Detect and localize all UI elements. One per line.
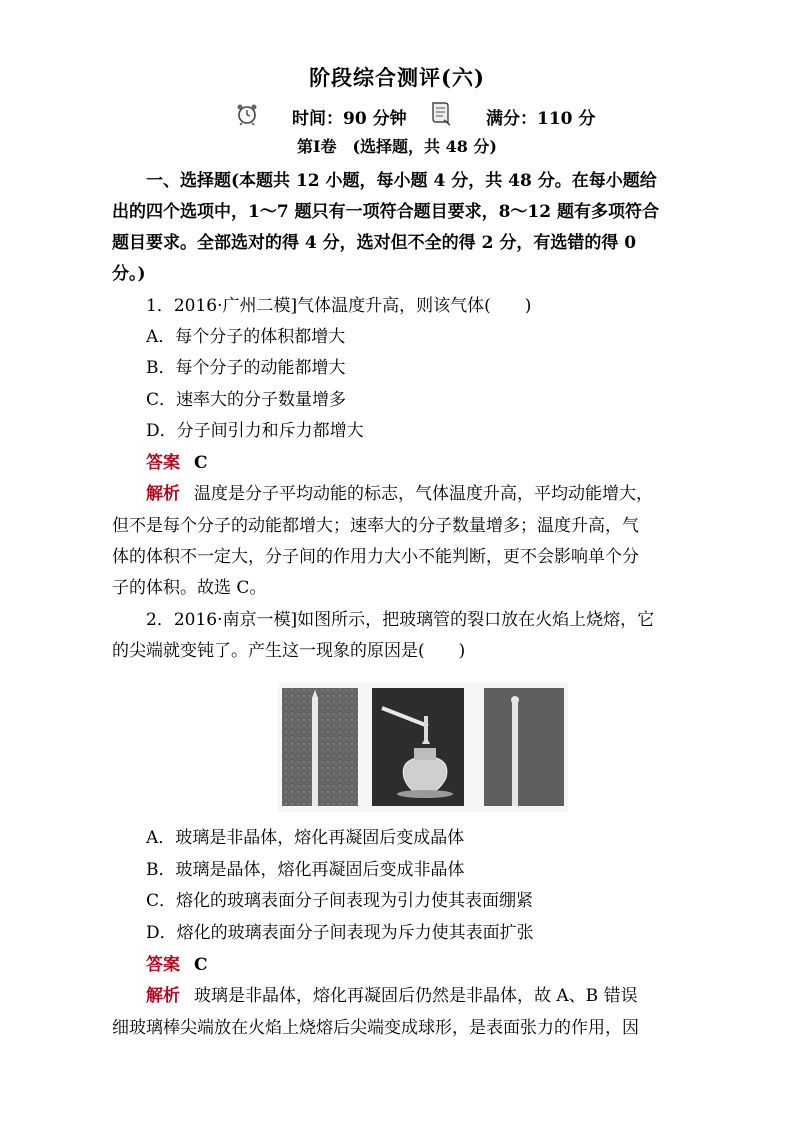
analysis-label: 解析	[146, 986, 180, 1006]
alarm-clock-icon	[236, 102, 258, 126]
exam-time: 时间：90 分钟	[292, 109, 407, 129]
figure-panel-middle	[372, 688, 464, 806]
answer-label: 答案	[146, 955, 180, 975]
instruction-line: 题目要求。全部选对的得 4 分，选对但不全的得 2 分，有选错的得 0	[112, 233, 637, 253]
exam-meta	[0, 102, 794, 130]
instruction-line: 出的四个选项中，1～7 题只有一项符合题目要求，8～12 题有多项符合	[112, 202, 659, 222]
question-1-stem: 1．2016·广州二模]气体温度升高，则该气体( )	[146, 296, 532, 316]
question-2-option-c: C．熔化的玻璃表面分子间表现为引力使其表面绷紧	[146, 891, 534, 911]
question-2-stem: 2．2016·南京一模]如图所示，把玻璃管的裂口放在火焰上烧熔，它	[146, 610, 655, 630]
question-1-option-c: C．速率大的分子数量增多	[146, 390, 347, 410]
instruction-line: 一、选择题(本题共 12 小题，每小题 4 分，共 48 分。在每小题给	[146, 171, 657, 191]
analysis-text: 玻璃是非晶体，熔化再凝固后仍然是非晶体，故 A、B 错误	[194, 986, 638, 1006]
question-1-option-a: A．每个分子的体积都增大	[146, 327, 346, 347]
section-heading: 第Ⅰ卷 (选择题，共 48 分)	[296, 137, 498, 156]
question-2-option-a: A．玻璃是非晶体，熔化再凝固后变成晶体	[146, 828, 465, 848]
answer-value: C	[194, 453, 208, 473]
figure-panel-right	[484, 688, 564, 806]
question-2-option-d: D．熔化的玻璃表面分子间表现为斥力使其表面扩张	[146, 923, 534, 943]
analysis-text: 细玻璃棒尖端放在火焰上烧熔后尖端变成球形，是表面张力的作用，因	[112, 1018, 639, 1038]
analysis-text: 体的体积不一定大，分子间的作用力大小不能判断，更不会影响单个分	[112, 547, 639, 567]
exam-full-score: 满分：110 分	[486, 109, 596, 129]
scroll-icon	[428, 100, 452, 126]
figure-panel-left	[282, 688, 358, 806]
question-1-answer	[146, 453, 686, 473]
question-1-option-b: B．每个分子的动能都增大	[146, 358, 346, 378]
question-2-option-b: B．玻璃是晶体，熔化再凝固后变成非晶体	[146, 860, 465, 880]
page-title: 阶段综合测评(六)	[309, 65, 485, 90]
question-2-answer	[146, 955, 686, 975]
question-1-analysis	[146, 484, 686, 504]
question-1-option-d: D．分子间引力和斥力都增大	[146, 421, 364, 441]
question-2-stem: 的尖端就变钝了。产生这一现象的原因是( )	[112, 641, 466, 661]
analysis-text: 子的体积。故选 C。	[112, 578, 267, 598]
answer-value: C	[194, 955, 208, 975]
analysis-label: 解析	[146, 484, 180, 504]
analysis-text: 温度是分子平均动能的标志，气体温度升高，平均动能增大，	[194, 484, 653, 504]
analysis-text: 但不是每个分子的动能都增大；速率大的分子数量增多；温度升高，气	[112, 516, 639, 536]
glass-tube-figure	[278, 682, 568, 812]
answer-label: 答案	[146, 453, 180, 473]
question-2-analysis	[146, 986, 686, 1006]
instruction-line: 分。)	[112, 264, 146, 284]
